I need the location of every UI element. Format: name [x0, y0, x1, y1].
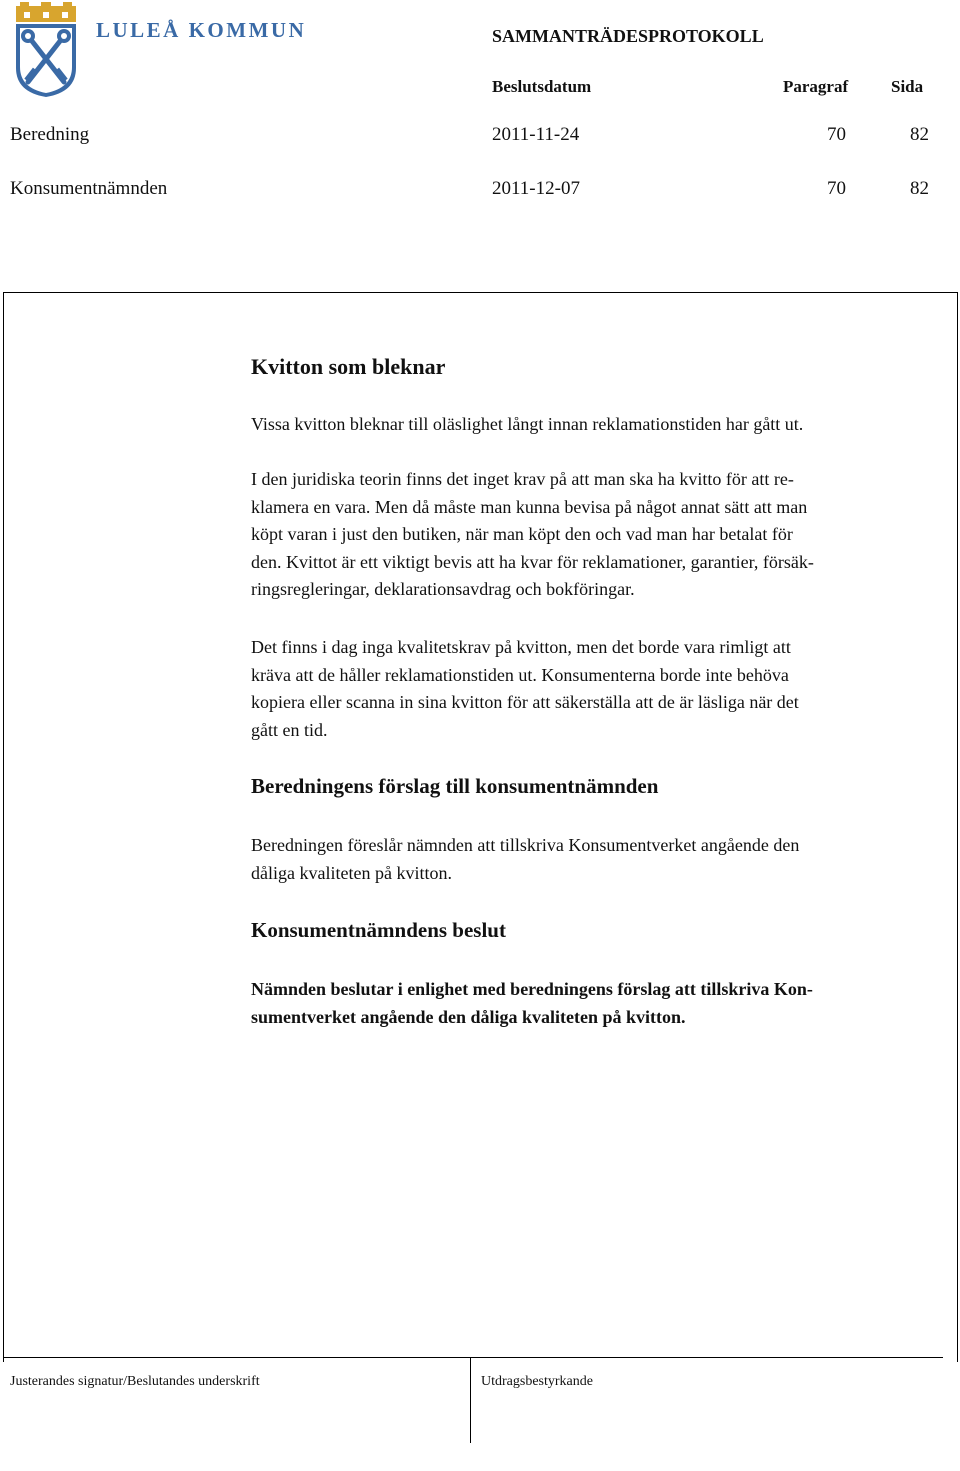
paragraph-proposal — [251, 832, 951, 887]
row-date: 2011-11-24 — [492, 124, 580, 145]
row-page: 82 — [910, 124, 929, 145]
heading-proposal: Beredningens förslag till konsumentnämnden — [251, 774, 659, 798]
heading-decision: Konsumentnämndens beslut — [251, 918, 506, 942]
column-label-page: Sida — [891, 77, 924, 96]
lulea-coat-of-arms-icon — [10, 2, 82, 98]
row-date: 2011-12-07 — [492, 178, 580, 199]
section-title: Kvitton som bleknar — [251, 354, 446, 379]
footer-divider — [3, 1357, 943, 1358]
content-frame — [3, 292, 958, 1362]
text-line: gått en tid. — [251, 719, 328, 740]
row-paragraph: 70 — [827, 124, 846, 145]
text-line: klamera en vara. Men då måste man kunna bevisa på något annat sätt att man — [251, 496, 808, 517]
paragraph-decision — [251, 976, 951, 1031]
text-line: köpt varan i just den butiken, när man köpt den och vad man har betalat för — [251, 524, 793, 544]
paragraph-intro: Vissa kvitton bleknar till oläslighet långt innan reklamationstiden har gått ut. — [251, 414, 804, 434]
paragraph-legal-theory — [251, 466, 951, 604]
row-body-name: Konsumentnämnden — [10, 178, 168, 199]
footer-column-divider — [470, 1357, 471, 1443]
text-line: sumentverket angående den dåliga kvaliteten på kvitton. — [251, 1006, 686, 1027]
text-line: Nämnden beslutar i enlighet med beredningens förslag att tillskriva Kon- — [251, 979, 813, 999]
signature-label: Justerandes signatur/Beslutandes underskrift — [10, 1374, 260, 1389]
org-name: LULEÅ KOMMUN — [96, 18, 307, 42]
row-body-name: Beredning — [10, 124, 90, 145]
paragraph-quality-requirements — [251, 634, 951, 744]
text-line: kräva att de håller reklamationstiden ut. Konsumenterna borde inte behöva — [251, 664, 789, 685]
text-line: Beredningen föreslår nämnden att tillskriva Konsumentverket angående den — [251, 835, 800, 855]
text-line: den. Kvittot är ett viktigt bevis att ha kvar för reklamationer, garantier, försäk- — [251, 551, 814, 572]
row-page: 82 — [910, 178, 929, 199]
document-type: SAMMANTRÄDESPROTOKOLL — [492, 26, 764, 46]
column-label-paragraph: Paragraf — [783, 77, 849, 96]
text-line: Det finns i dag inga kvalitetskrav på kvitton, men det borde vara rimligt att — [251, 637, 791, 657]
row-paragraph: 70 — [827, 178, 846, 199]
text-line: kopiera eller scanna in sina kvitton för att säkerställa att de är läsliga när det — [251, 692, 799, 712]
text-line: I den juridiska teorin finns det inget krav på att man ska ha kvitto för att re- — [251, 469, 794, 489]
text-line: dåliga kvaliteten på kvitton. — [251, 862, 452, 883]
text-line: ringsregleringar, deklarationsavdrag och bokföringar. — [251, 579, 635, 599]
extract-certification-label: Utdragsbestyrkande — [481, 1374, 593, 1389]
column-label-date: Beslutsdatum — [492, 77, 592, 96]
